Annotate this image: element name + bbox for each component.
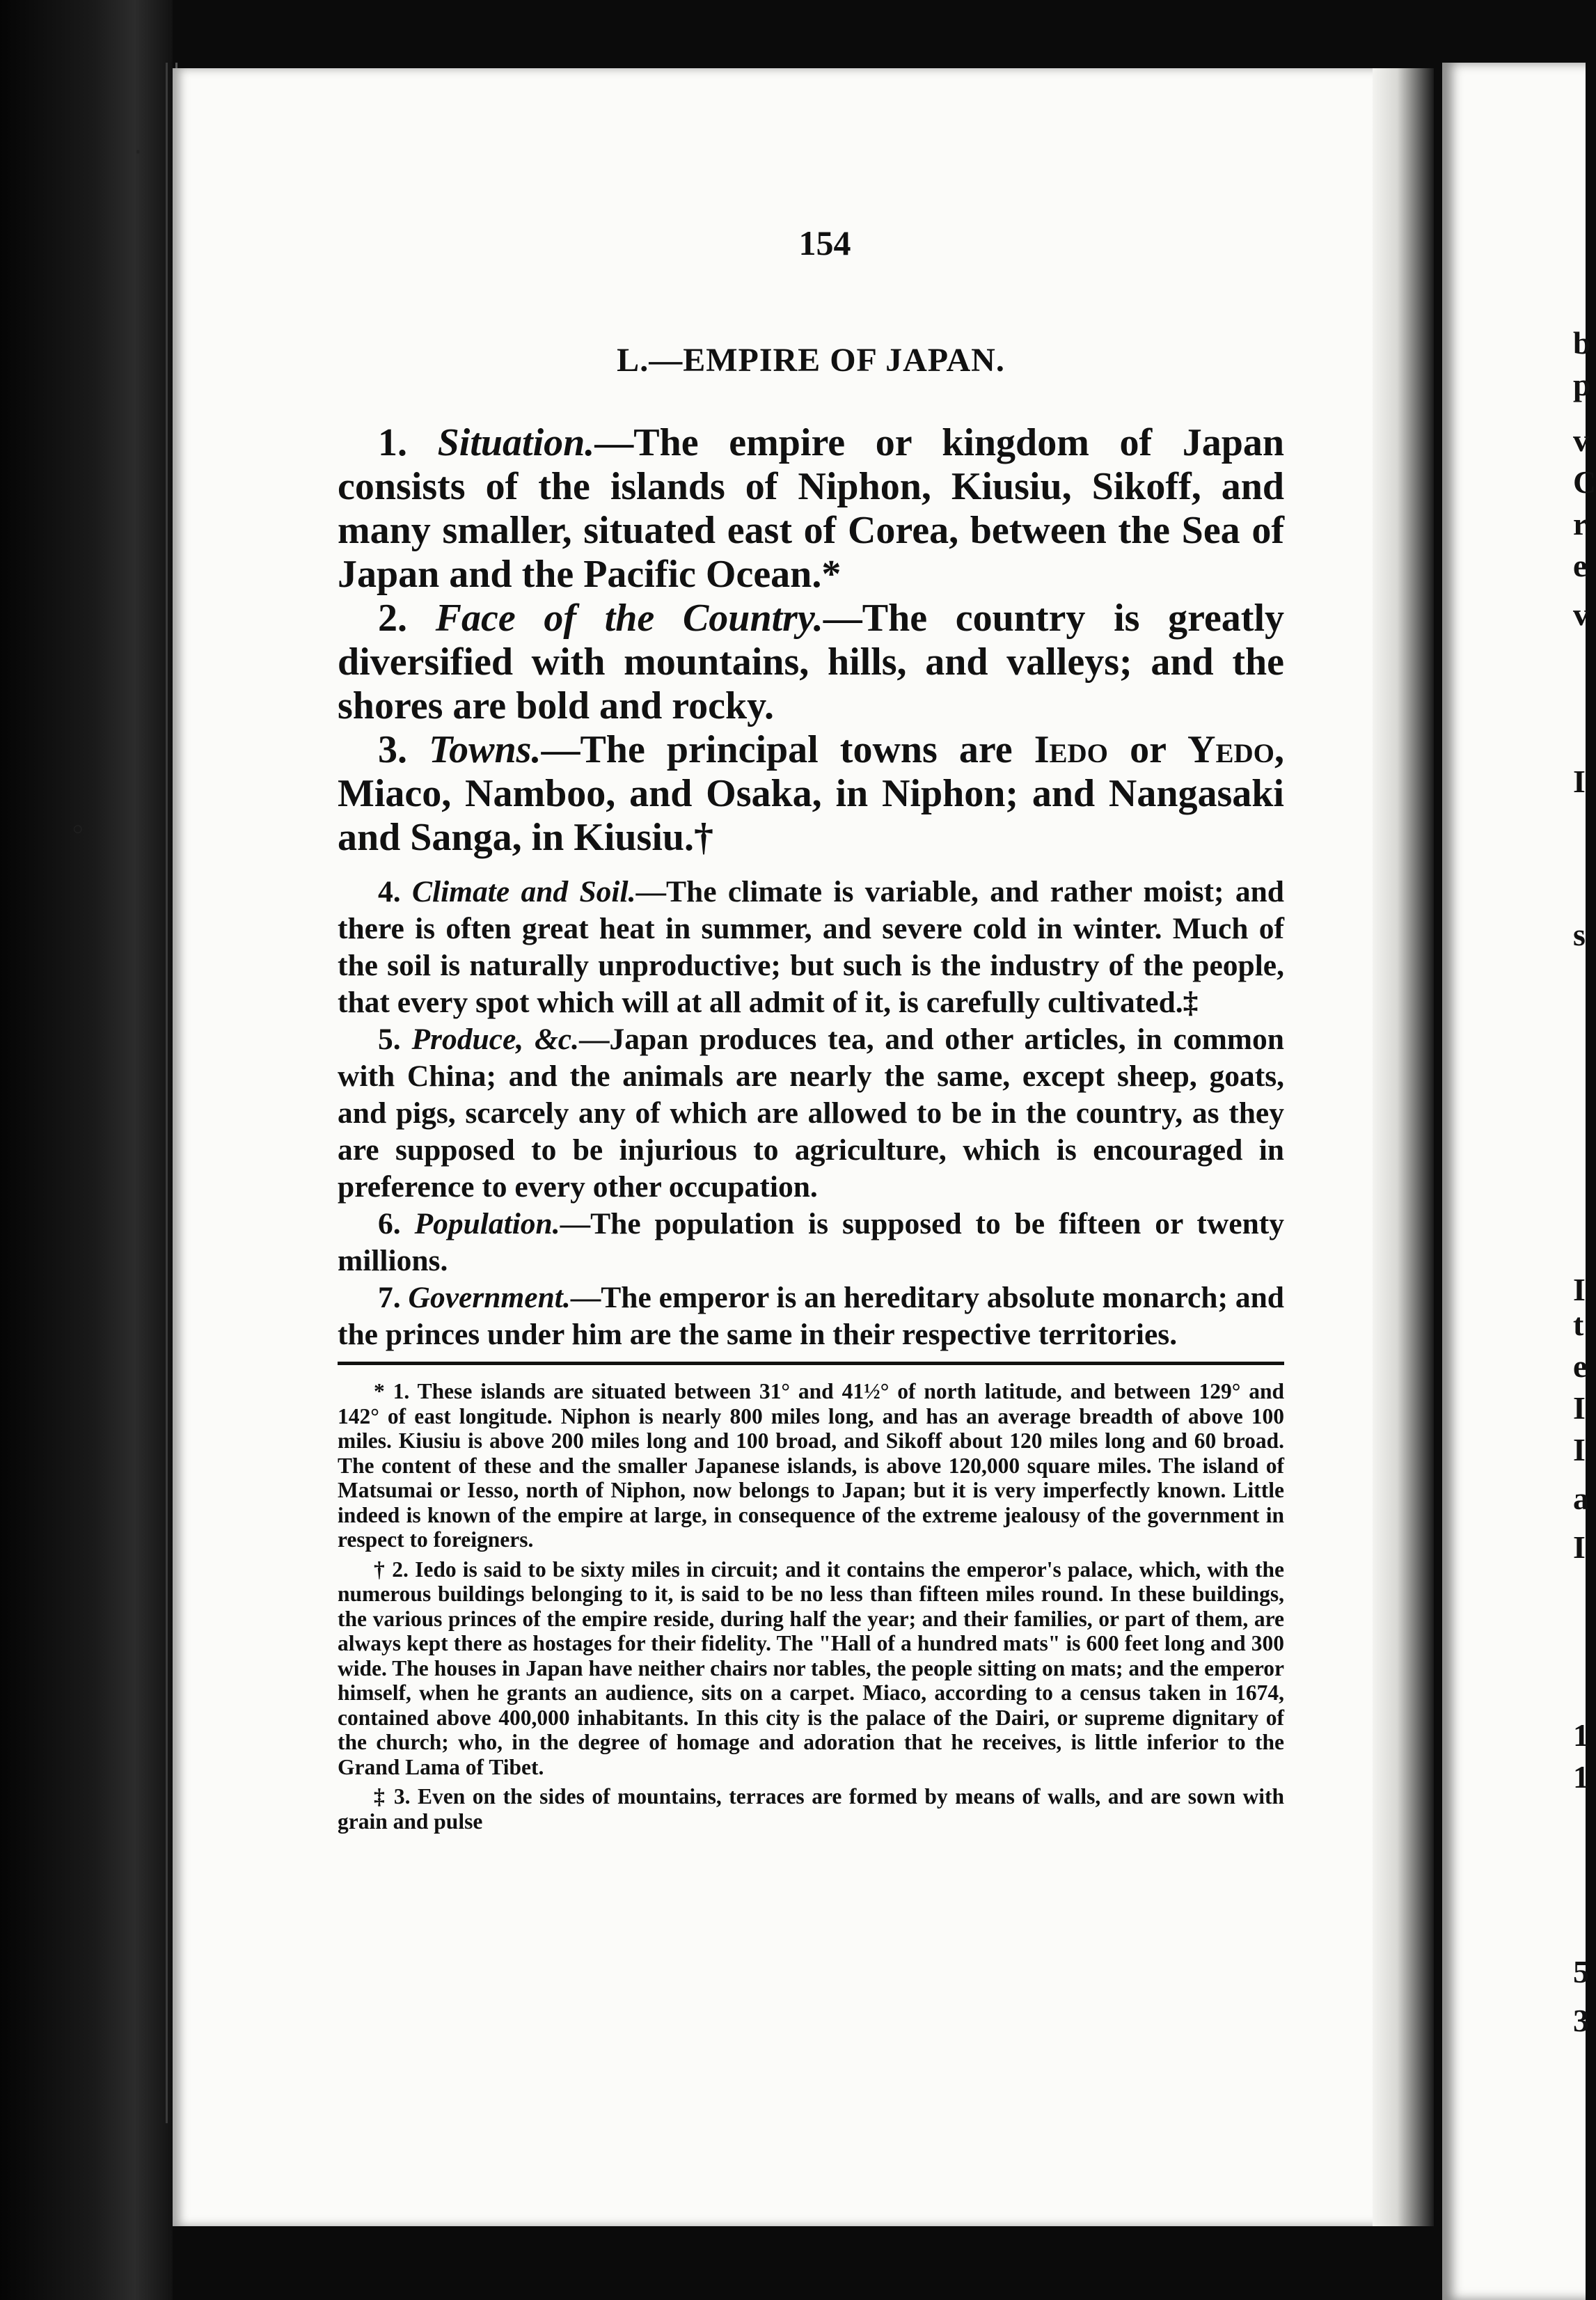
- scan-speck: ·: [134, 136, 143, 168]
- section-produce: [338, 1021, 1284, 1206]
- next-page-glyph: t: [1573, 1307, 1584, 1342]
- section-number: 3.: [378, 728, 407, 771]
- book-binding: [0, 0, 173, 2300]
- next-page-glyph: C: [1573, 464, 1596, 500]
- section-heading: Towns.: [429, 728, 542, 771]
- section-number: 5.: [378, 1023, 401, 1056]
- town-name-iedo: Iedo: [1034, 728, 1109, 771]
- next-page-glyph: I: [1573, 1272, 1586, 1307]
- section-number: 1.: [378, 421, 407, 464]
- section-heading: Situation.: [437, 421, 595, 464]
- section-towns: [338, 728, 1284, 860]
- section-heading: Produce, &c.: [411, 1023, 579, 1056]
- section-population: [338, 1206, 1284, 1279]
- next-page-glyph: 5: [1573, 1954, 1589, 1990]
- chapter-title: L.—EMPIRE OF JAPAN.: [617, 342, 1005, 379]
- section-number: 4.: [378, 875, 401, 908]
- next-page-glyph: I: [1573, 1529, 1586, 1565]
- section-text: —The climate is variable, and rather moist; and there is often great heat in summer, and severe cold in winter. Much of the soil is naturally unproductive; but such is the industry of the people, that every spot which will at all admit of it, is carefully cultivated.‡: [338, 875, 1284, 1019]
- next-page-glyph: 1: [1573, 1759, 1589, 1795]
- next-page-glyph: I: [1573, 764, 1586, 799]
- next-page-glyph: 3: [1573, 2003, 1589, 2038]
- section-number: 2.: [378, 597, 407, 640]
- next-page-glyph: I: [1573, 1390, 1586, 1426]
- next-page-glyph: r: [1573, 506, 1588, 542]
- footnote-1: * 1. These islands are situated between 31° and 41½° of north latitude, and between 129° and 142° of east longitude. Niphon is nearly 800 miles long, and has an average breadth of above 100 miles. Kiusiu is above 200 miles long and 100 broad, and Sikoff about 120 miles long and 60 broad. The content of these and the smaller Japanese islands, is above 120,000 square miles. The island of Matsumai or Iesso, north of Niphon, now belongs to Japan; but it is very imperfectly known. Little indeed is known of the empire at large, in consequence of the extreme jealousy of the government in respect to foreigners.: [338, 1379, 1284, 1552]
- section-text: —The population is supposed to be fifteen or twenty millions.: [338, 1207, 1285, 1277]
- section-heading: Climate and Soil.: [411, 875, 636, 908]
- section-face-of-country: [338, 597, 1284, 728]
- next-page-glyph: e: [1573, 548, 1588, 583]
- next-page-glyph: 1: [1573, 1717, 1589, 1753]
- spine-edge: [166, 63, 168, 2123]
- next-page-glyph: a: [1573, 1481, 1589, 1516]
- section-number: 6.: [378, 1207, 401, 1240]
- section-text: —The empire or kingdom of Japan consists of the islands of Niphon, Kiusiu, Sikoff, and many smaller, situated east of Corea, between the Sea of Japan and the Pacific Ocean.*: [338, 421, 1284, 596]
- section-heading: Population.: [414, 1207, 560, 1240]
- section-text: —The emperor is an hereditary absolute monarch; and the princes under him are the same in their respective territories.: [338, 1281, 1284, 1351]
- section-heading: Face of the Country.: [435, 597, 823, 640]
- next-page-glyph: b: [1573, 325, 1591, 361]
- footnote-rule: [338, 1362, 1284, 1365]
- footnote-3: ‡ 3. Even on the sides of mountains, terraces are formed by means of walls, and are sown with grain and pulse: [338, 1784, 1284, 1834]
- next-page-glyph: e: [1573, 1348, 1588, 1384]
- next-page-glyph: v: [1573, 597, 1589, 632]
- section-text: or: [1108, 728, 1188, 771]
- footnote-2: † 2. Iedo is said to be sixty miles in circuit; and it contains the emperor's palace, which, with the numerous buildings belonging to it, is said to be no less than fifteen miles round. In these buildings, the various princes of the empire reside, during half the year; and their families, or part of them, are always kept there as hostages for their fidelity. The "Hall of a hundred mats" is 600 feet long and 300 wide. The houses in Japan have neither chairs nor tables, the people sitting on mats; and the emperor himself, when he grants an audience, sits on a carpet. Miaco, according to a census taken in 1674, contained above 400,000 inhabitants. In this city is the palace of the Dairi, or supreme dignitary of the church; who, in the degree of homage and adoration that he receives, is little inferior to the Grand Lama of Tibet.: [338, 1557, 1284, 1779]
- page-number: 154: [798, 223, 851, 262]
- next-page-glyph: v: [1573, 423, 1589, 458]
- section-text: —Japan produces tea, and other articles, in common with China; and the animals are nearly the same, except sheep, goats, and pigs, scarcely any of which are allowed to be in the country, as they are supposed to be injurious to agriculture, which is encouraged in preference to every other occupation.: [338, 1023, 1284, 1204]
- next-page-fragment: [1442, 63, 1596, 2300]
- town-name-yedo: Yedo: [1187, 728, 1275, 771]
- section-text: , Miaco, Namboo, and Osaka, in Niphon; and Nangasaki and Sanga, in Kiusiu.†: [338, 728, 1285, 859]
- section-number: 7.: [378, 1281, 401, 1314]
- section-climate-soil: [338, 874, 1284, 1021]
- section-situation: [338, 421, 1284, 597]
- page-content: [338, 223, 1284, 1838]
- scan-speck: ◦: [70, 814, 86, 846]
- next-page-glyph: p: [1573, 367, 1591, 402]
- section-government: [338, 1279, 1284, 1353]
- section-text: —The country is greatly diversified with mountains, hills, and valleys; and the shores are bold and rocky.: [338, 597, 1285, 727]
- section-heading: Government.: [408, 1281, 571, 1314]
- page-edge-shadow: [1373, 68, 1434, 2226]
- next-page-glyph: s: [1573, 917, 1586, 952]
- next-page-glyph: I: [1573, 1432, 1586, 1467]
- section-text: —The principal towns are: [541, 728, 1034, 771]
